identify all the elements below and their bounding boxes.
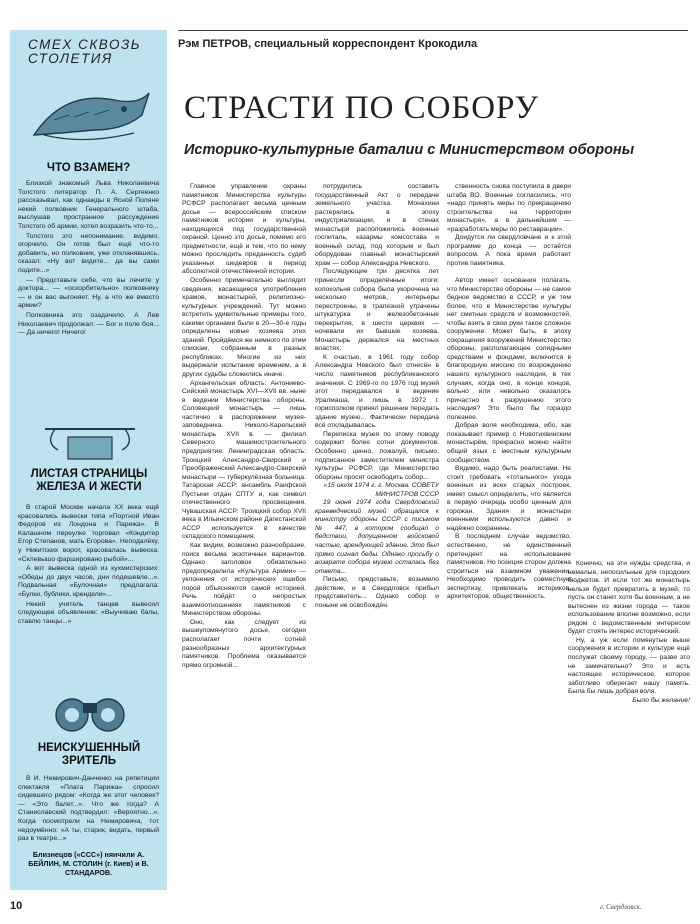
rubric-title: СМЕХ СКВОЗЬ СТОЛЕТИЯ [28, 37, 142, 66]
article-column-1 [182, 183, 306, 895]
article-byline: Рэм ПЕТРОВ, специальный корреспондент Крокодила [178, 38, 478, 50]
sidebar-paragraph: Толстого это непонимание, видимо, огорчило. Он готов был ещё что-то добавить, но полковник, уже откланявшись, сказал: «Ну вот видите... да вы сами подите...» [18, 232, 159, 274]
sidebar-heading-1: ЧТО ВЗАМЕН? [46, 162, 131, 174]
article-paragraph: Как видим, возможно разнообразие, поиск весьма экзотичных вариантов. Однако заголовок обязательно предопределила «Культура Армии» — уклонения от исторических ошибок порой объясняются самой историей. Речь пойдёт о непростых взаимоотношениях памятников с Министерством обороны. [182, 541, 306, 618]
article-paragraph: Архангельская область: Антониево-Сийский монастырь XVI—XVII вв. ныне в ведении Министерства обороны. Соловецкий монастырь — лишь частично в распоряжении музея-заповедника. Николо-Карельский монастырь XVII в. — филиал Северного машиностроительного предприятия. Ленинградская область: Троицкий Александро-Свирский и Преображенский Александро-Свирский монастыри — туберкулёзная больница. Татарская АССР: ансамбль Раифской Пустыни отдан СПТУ и, как символ отечественного просвещения. Чувашская АССР: Троицкий собор XVII века в Ильинском районе Дагестанской АССР используется в качестве складского помещения. [182, 379, 306, 541]
article-paragraph: Главное управление охраны памятников Министерства культуры РСФСР располагает весьма ценным досье — всероссийским списком памятников истории и культуры, находящихся под государственной охраной. Ценно это досье, помимо его предметности, ещё и тем, что по нему можно проследить преданность судеб указанных шедевров в период абсолютной отечественной истории. [182, 183, 306, 276]
article-paragraph: Письмо, представьте, возымело действие, и в Свердловск прибыл представитель... Однако собор и поныне не освобождён. [315, 576, 439, 609]
article-paragraph: ственность снова поступила в двери штаба ВО. Военные согласились, что «надо принять меры по прекращению строительства на территории монастыря», а в дальнейшем — «разработать меры по реставрации». [447, 183, 571, 233]
article-subtitle: Историко-культурные баталии с Министерством обороны [184, 142, 635, 158]
sidebar-story-3 [10, 775, 167, 845]
article-column-4 [568, 560, 690, 895]
article-paragraph: Особенно примечательно выглядит сведения, касающиеся употребления храмов, монастырей, религиозно-культурных учреждений. Тут можно встретить удивительные примеры того, какими органами были в 20—30-е годы определены новые хозяева этих зданий. Пройдёмся же немного по этим спискам, собранным в разных республиках. Многие из них выдержали испытание временем, а в других судьбы сложились иначе. [182, 277, 306, 379]
article-paragraph: Автор имеет основания полагать, что Министерство обороны — не самое бедное ведомство в СССР, и уж тем более, что в Министерстве культуры нет сметных средств и возможностей, чтобы взять в свои руки такое сложное сооружение. Может быть, в эпоху сокращения вооружений Министерство обороны, располагающее солидными средствами и фондами, включится в благородную миссию по возрождению нашего культурного наследия, в тех случаях, когда оно, в конце концов, вольно или невольно оказалось причастно к разрушению этого наследия? Это было бы гораздо полезнее. [447, 277, 571, 421]
article-paragraph: Видимо, надо быть реалистами. Не стоит требовать «тотального» ухода военных из всех старых построек, имеет смысл определить, что является в первую очередь особо ценным для горожан. Здания и монастыри военными используются давно и надёжно сохранены. [447, 465, 571, 532]
article-column-2 [315, 183, 439, 895]
article-paragraph: Ну, а уж если помянутые выше сооружения в истории и культуре ещё послужат своему городу, — разве это не замечательно? Это и есть настоящее историческое, которое заботливо оберегает нашу память. Была бы лишь добрая воля. [568, 636, 690, 696]
article-paragraph: Последующие три десятка лет принесли определённые итоги: колокольня собора была укорочена на несколько метров, интерьеры перестроены, в трапезной утрачены штукатурка и железобетонные перекрытия, в шести церквях — ночевали их бывшие хозяева. Монастырь держался на местных властях. [315, 268, 439, 353]
sidebar-heading-2: ЛИСТАЯ СТРАНИЦЫ ЖЕЛЕЗА И ЖЕСТИ [30, 468, 148, 493]
sidebar-paragraph: А вот вывеска одной из кухмистерских: «Обеды до двух часов, дни подешевле...». Подвальная «Булочная» предлагала: «Булки, бублики, крендели»... [18, 565, 159, 598]
article-paragraph: В последнем случае ведомство, естественно, не единственный претендент на использование памятников. Но позиция сторон должна строиться на взаимном уважении. Необходимо проводить совместную экспертизу, привлекать историков, архитекторов, общественность. [447, 533, 571, 601]
article-paragraph: Переписка музея по этому поводу содержит более сотни документов. Особенно ценно, пожалуй, письмо, подписанное заместителем министра культуры РСФСР, где Министерство обороны просят освободить собор... [315, 430, 439, 481]
document-header: «15 июля 1974 г. г. Москва. СОВЕТУ МИНИСТРОВ СССР [323, 482, 439, 498]
sidebar-story-2 [10, 504, 167, 679]
sidebar-paragraph: В старой Москве начала XX века ещё красовались вывески типа «Портной Иван Федоров из Лондона и Парижа». В Калашном переулке торговал «Кондитер Егор Степанов, мать Егорова». Неподалёку, у Никитских ворот, красовалась вывеска: «Склевышо фаршировано рыбой»... [18, 504, 159, 563]
quoted-document: 19 июня 1974 года Свердловский краеведческий музей обращался к министру обороны СССР с письмом № 447, в котором сообщал о бедствии, допущенном войсковой частью, арендующей здание. Это был прямо сигнал беды. Однако просьбу о возврате собора музею осталась без ответа... [315, 499, 439, 575]
article-paragraph: Добрая воля необходима, ибо, как показывает пример с Новотихвинским монастырём, прекрасно можно найти общий язык с местным культурным сообществом. [447, 422, 571, 464]
header-rule [178, 30, 688, 31]
article-title: СТРАСТИ ПО СОБОРУ [184, 90, 539, 126]
article-paragraph: К счастью, в 1961 году собор Александра Невского был отнесён в число памятников республиканского значения. С 1969-го по 1976 год музей этот передавался в ведение Уралмаша, и лишь в 1972 г. горисполком принял решение передать здание музею... Фактически передача всё откладывалась. [315, 353, 439, 430]
page-number: 10 [10, 900, 23, 912]
binoculars-illustration [50, 685, 130, 735]
sidebar-heading-3: НЕИСКУШЕННЫЙ ЗРИТЕЛЬ [37, 742, 141, 767]
sidebar-paragraph: Некий учитель танцев вывесил следующее объявление: «Выучиваю балы, ставлю танцы...» [18, 600, 159, 625]
fish-hat-illustration [24, 75, 154, 160]
footnote: г. Свердловск. [600, 903, 642, 911]
article-column-3 [447, 183, 571, 895]
article-paragraph: потрудились составить государственный Акт о передаче земельного участка. Монахини растерялись в эпоху индустриализации, и в стенах монастыря расположились военные госпиталь, казармы комсостава и военный склад, под которым и был оборудован главный монастырский храм — собор Александра Невского. [315, 183, 439, 267]
article-paragraph: Конечно, на эти нужды средства, и немалые, непосильные для городских бюджетов. И если тот же монастырь нельзя будет превратить в музей, то пусть он станет хотя бы военным, а не вытеснен из жизни города — такое использование вполне возможно, если рядом с ведомственным интересом будет стоять интерес исторический. [568, 560, 690, 636]
shop-sign-illustration [40, 425, 140, 463]
sidebar-paragraph: Полковника это озадачило. А Лев Николаевич продолжал: — Бог и поле боя... — Да ничего! Ничего! [18, 311, 159, 337]
sidebar-story-1 [10, 180, 167, 420]
article-paragraph: Оно, как следует из вышеупомянутого досье, сегодня располагает почти сотней разнообразных архитектурных памятников. Проблема оказывается прямо огромной... [182, 618, 306, 669]
article-paragraph: Доидутся ли свердловчане и к этой программе до конца — остаётся вопросом. А пока время работает против памятника. [447, 234, 571, 267]
sidebar-paragraph: Близкой знакомый Льва Николаевича Толстого литератор П. А. Сергеенко рассказывал, как однажды в Ясной Поляне некий полковник Генерального штаба, выслушав пространное рассуждение Толстого об армии, хотел возразить что-то... [18, 180, 159, 230]
sidebar-paragraph: В И. Немирович-Данченко на репетиции спектакля «Плата Парижа» спросил сидевшего рядом: «Когда же этот человек? — «Это балет...». Что же тогда? А Станиславский подтвердил: «Вероятно...». Когда посмотрели на Немировича, тот недоумённо: «А ты, старик, видать, первый раз в театре...» [18, 775, 159, 843]
section-divider: . . . . . [491, 268, 535, 276]
closing-line: Было бы желание! [632, 696, 690, 704]
humor-sidebar [10, 30, 167, 890]
sidebar-credit: Близнецов («ССС») нянчили А. БЕЙЛИН, М. СТОЛИН (г. Киев) и В. СТАНДАРОВ. [28, 850, 149, 877]
sidebar-paragraph: — Представьте себе, что вы лечите у доктора... — «оскорбительно» полковнику — и он вас выгоняет. Ну, а что же вместо армии? [18, 276, 159, 310]
